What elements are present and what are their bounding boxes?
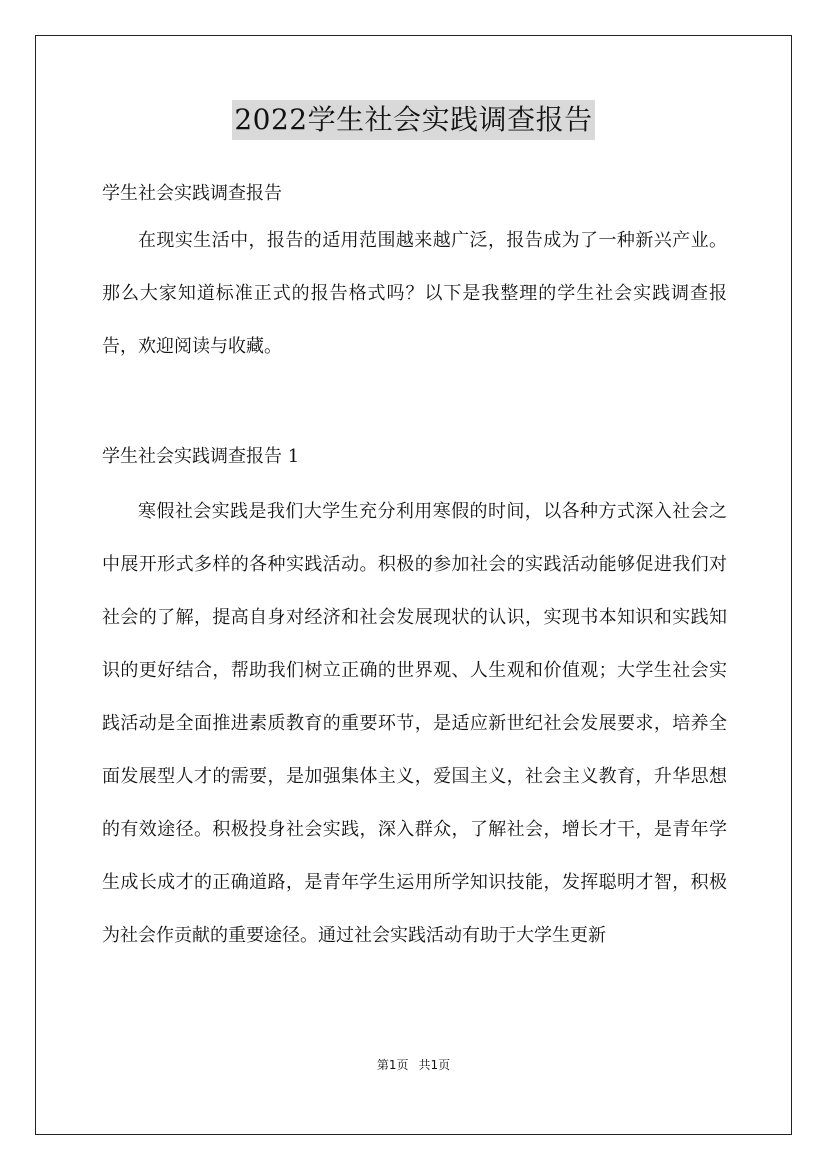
- document-body: [102, 174, 727, 962]
- intro-paragraph: 在现实生活中，报告的适用范围越来越广泛，报告成为了一种新兴产业。那么大家知道标准正式的报告格式吗？以下是我整理的学生社会实践调查报告，欢迎阅读与收藏。: [102, 230, 727, 357]
- subtitle: 学生社会实践调查报告: [102, 183, 282, 204]
- page-number-current: 第1页: [376, 1058, 409, 1072]
- section-1-paragraph: 寒假社会实践是我们大学生充分利用寒假的时间，以各种方式深入社会之中展开形式多样的各种实践活动。积极的参加社会的实践活动能够促进我们对社会的了解，提高自身对经济和社会发展现状的认识，实现书本知识和实践知识的更好结合，帮助我们树立正确的世界观、人生观和价值观；大学生社会实践活动是全面推进素质教育的重要环节，是适应新世纪社会发展要求，培养全面发展型人才的需要，是加强集体主义，爱国主义，社会主义教育，升华思想的有效途径。积极投身社会实践，深入群众，了解社会，增长才干，是青年学生成长成才的正确道路，是青年学生运用所学知识技能，发挥聪明才智，积极为社会作贡献的重要途径。通过社会实践活动有助于大学生更新: [102, 501, 727, 946]
- document-title: 2022学生社会实践调查报告: [232, 100, 594, 140]
- page-footer: [0, 1056, 827, 1073]
- page-number-total: 共1页: [418, 1058, 451, 1072]
- title-container: [0, 100, 827, 140]
- section-1-heading: 学生社会实践调查报告 1: [102, 446, 300, 467]
